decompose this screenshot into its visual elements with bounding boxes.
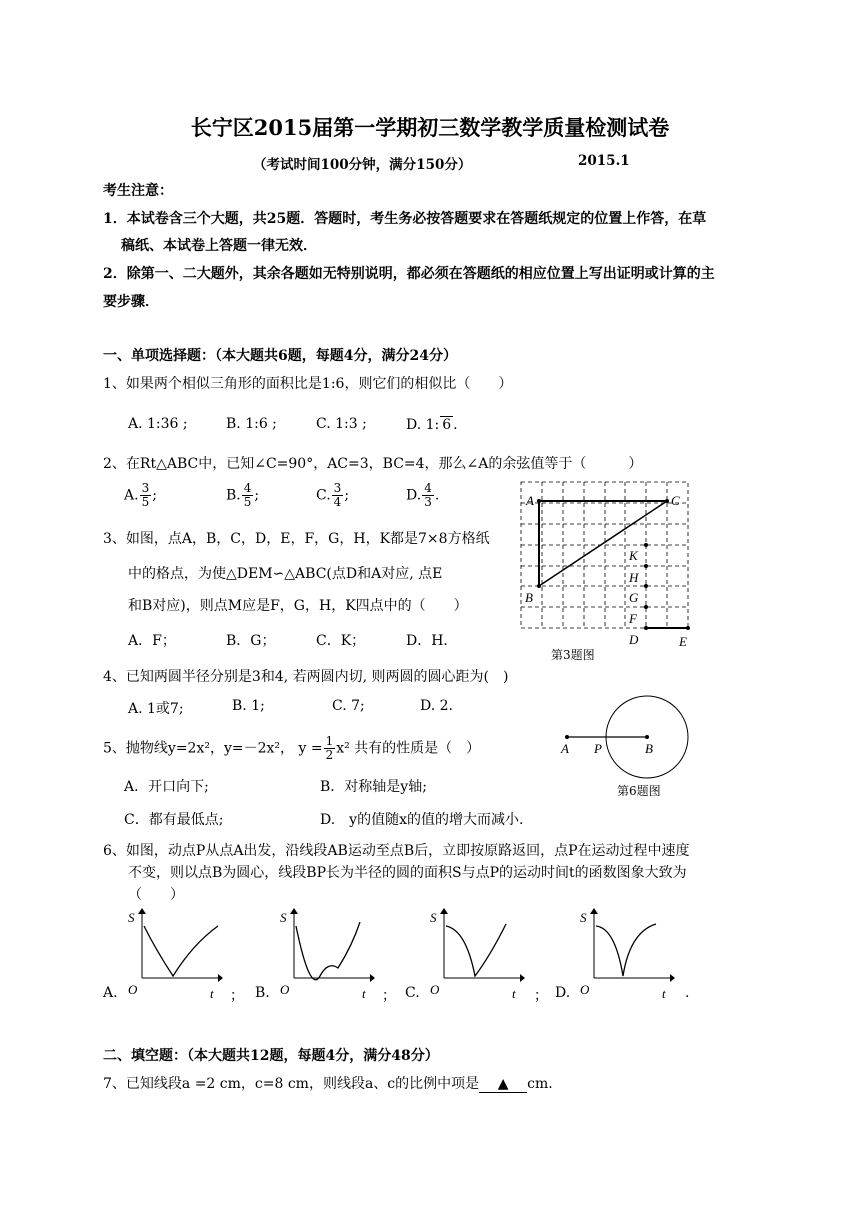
- q3-caption: 第3题图: [551, 648, 595, 662]
- q2-option-c: C. $\frac{3}{4}$ ;: [316, 481, 350, 509]
- svg-text:S: S: [128, 910, 135, 925]
- q6-option-d-label: D.: [555, 985, 571, 1001]
- q1-option-a: A. 1:36 ;: [128, 416, 188, 432]
- notice-item-1-line-1: 1．本试卷含三个大题，共25题．答题时，考生务必按答题要求在答题纸规定的位置上作答，在草: [103, 211, 707, 227]
- q6-line-1: 6、如图，动点P从点A出发，沿线段AB运动至点B后，立即按原路返回，点P在运动过程中速度: [103, 843, 690, 859]
- label-c: C: [671, 493, 680, 508]
- q6-option-a-label: A.: [103, 985, 118, 1001]
- q5-option-d: D. y的值随x的值的增大而减小.: [320, 812, 524, 828]
- q6-graph-a: [118, 906, 223, 1001]
- svg-text:S: S: [280, 910, 287, 925]
- label-d: D: [629, 632, 639, 647]
- q3-option-b: B．G；: [226, 633, 276, 649]
- q6-circle-figure: [555, 690, 695, 786]
- notice-item-2-line-2: 要步骤．: [103, 294, 159, 310]
- svg-text:O: O: [280, 982, 290, 997]
- q6-option-c-label: C.: [405, 985, 420, 1001]
- notice-heading: 考生注意：: [103, 183, 173, 199]
- fig6-label-a: A: [561, 741, 569, 756]
- q3-line-2: 中的格点，为使△DEM∽△ABC(点D和A对应, 点E: [128, 566, 443, 582]
- q5-option-b: B．对称轴是y轴;: [320, 779, 427, 795]
- label-f: F: [629, 611, 637, 626]
- q2-option-b: B. $\frac{4}{5}$ ;: [226, 481, 260, 509]
- q6-sep-d: .: [685, 985, 690, 1001]
- q6-graph-b: [270, 906, 375, 1001]
- q1-d-radical: 6: [442, 417, 452, 433]
- segment-bc: [539, 501, 667, 586]
- q6-line-2: 不变，则以点B为圆心，线段BP长为半径的圆的面积S与点P的运动时间t的函数图象大致为: [128, 865, 687, 881]
- section-1-heading: 一、单项选择题：（本大题共6题，每题4分，满分24分）: [103, 348, 457, 364]
- label-h: H: [629, 570, 639, 585]
- q6-graph-c: [420, 906, 525, 1001]
- q1-option-b: B. 1:6 ;: [226, 416, 277, 432]
- q6-option-b-label: B.: [255, 985, 270, 1001]
- label-e: E: [679, 634, 687, 648]
- exam-info: （考试时间100分钟，满分150分）: [253, 157, 472, 173]
- svg-text:t: t: [362, 986, 366, 1001]
- q4-stem: 4、已知两圆半径分别是3和4, 若两圆内切, 则两圆的圆心距为( ): [103, 669, 509, 685]
- svg-text:O: O: [128, 982, 138, 997]
- q3-line-3: 和B对应)，则点M应是F，G，H，K四点中的（ ）: [128, 598, 468, 614]
- fig6-label-b: B: [645, 741, 653, 756]
- svg-text:S: S: [580, 910, 587, 925]
- q5-option-a: A．开口向下;: [124, 779, 209, 795]
- q6-graph-d: [570, 906, 675, 1001]
- label-g: G: [629, 590, 639, 605]
- q6-sep-c: ；: [534, 988, 548, 1004]
- svg-text:t: t: [210, 986, 214, 1001]
- svg-text:t: t: [662, 986, 666, 1001]
- q6-sep-b: ；: [382, 988, 396, 1004]
- q2-stem: 2、在Rt△ABC中，已知∠C=90°，AC=3，BC=4，那么∠A的余弦值等于（ ）: [103, 456, 643, 472]
- exam-date: 2015.1: [578, 153, 630, 169]
- q3-line-1: 3、如图，点A，B，C，D，E，F，G，H，K都是7×8方格纸: [103, 531, 490, 547]
- svg-text:t: t: [512, 986, 516, 1001]
- q6-caption: 第6题图: [617, 784, 661, 798]
- q4-option-d: D. 2.: [420, 698, 453, 714]
- q1-stem: 1、如果两个相似三角形的面积比是1:6，则它们的相似比（ ）: [103, 376, 513, 392]
- q6-line-3: （ ）: [128, 887, 184, 903]
- q4-option-b: B. 1;: [232, 698, 265, 714]
- q7-stem: 7、已知线段a =2 cm，c=8 cm，则线段a、c的比例中项是 ▲ cm.: [103, 1076, 553, 1092]
- q5-option-c: C．都有最低点;: [124, 812, 224, 828]
- section-2-heading: 二、填空题：（本大题共12题，每题4分，满分48分）: [103, 1048, 439, 1064]
- q3-grid-figure: [515, 478, 695, 648]
- label-k: K: [629, 548, 638, 563]
- svg-text:O: O: [580, 982, 590, 997]
- q5-stem: 5、抛物线y=2x²，y=－2x²， y = $\frac{1}{2}$ x² 共有的性质是（ ）: [103, 734, 481, 762]
- q3-option-d: D．H．: [406, 633, 458, 649]
- q7-answer-blank: ▲: [479, 1076, 527, 1093]
- q3-option-c: C．K；: [316, 633, 366, 649]
- q3-option-a: A．F；: [128, 633, 176, 649]
- q1-option-d: D. 1: 6 .: [406, 417, 458, 433]
- notice-item-2-line-1: 2．除第一、二大题外，其余各题如无特别说明，都必须在答题纸的相应位置上写出证明或计算的主: [103, 266, 715, 282]
- q4-option-a: A. 1或7;: [128, 701, 184, 717]
- fig6-label-p: P: [594, 741, 602, 756]
- page-title: 长宁区2015届第一学期初三数学教学质量检测试卷: [190, 115, 670, 140]
- svg-text:O: O: [430, 982, 440, 997]
- q2-option-d: D. $\frac{4}{3}$ .: [406, 481, 440, 509]
- label-b: B: [525, 590, 533, 605]
- q1-option-c: C. 1:3 ;: [316, 416, 367, 432]
- q4-option-c: C. 7;: [332, 698, 365, 714]
- notice-item-1-line-2: 稿纸、本试卷上答题一律无效．: [121, 238, 317, 254]
- svg-text:S: S: [430, 910, 437, 925]
- q2-option-a: A. $\frac{3}{5}$ ;: [124, 481, 157, 509]
- label-a: A: [526, 493, 534, 508]
- q6-sep-a: ；: [230, 988, 244, 1004]
